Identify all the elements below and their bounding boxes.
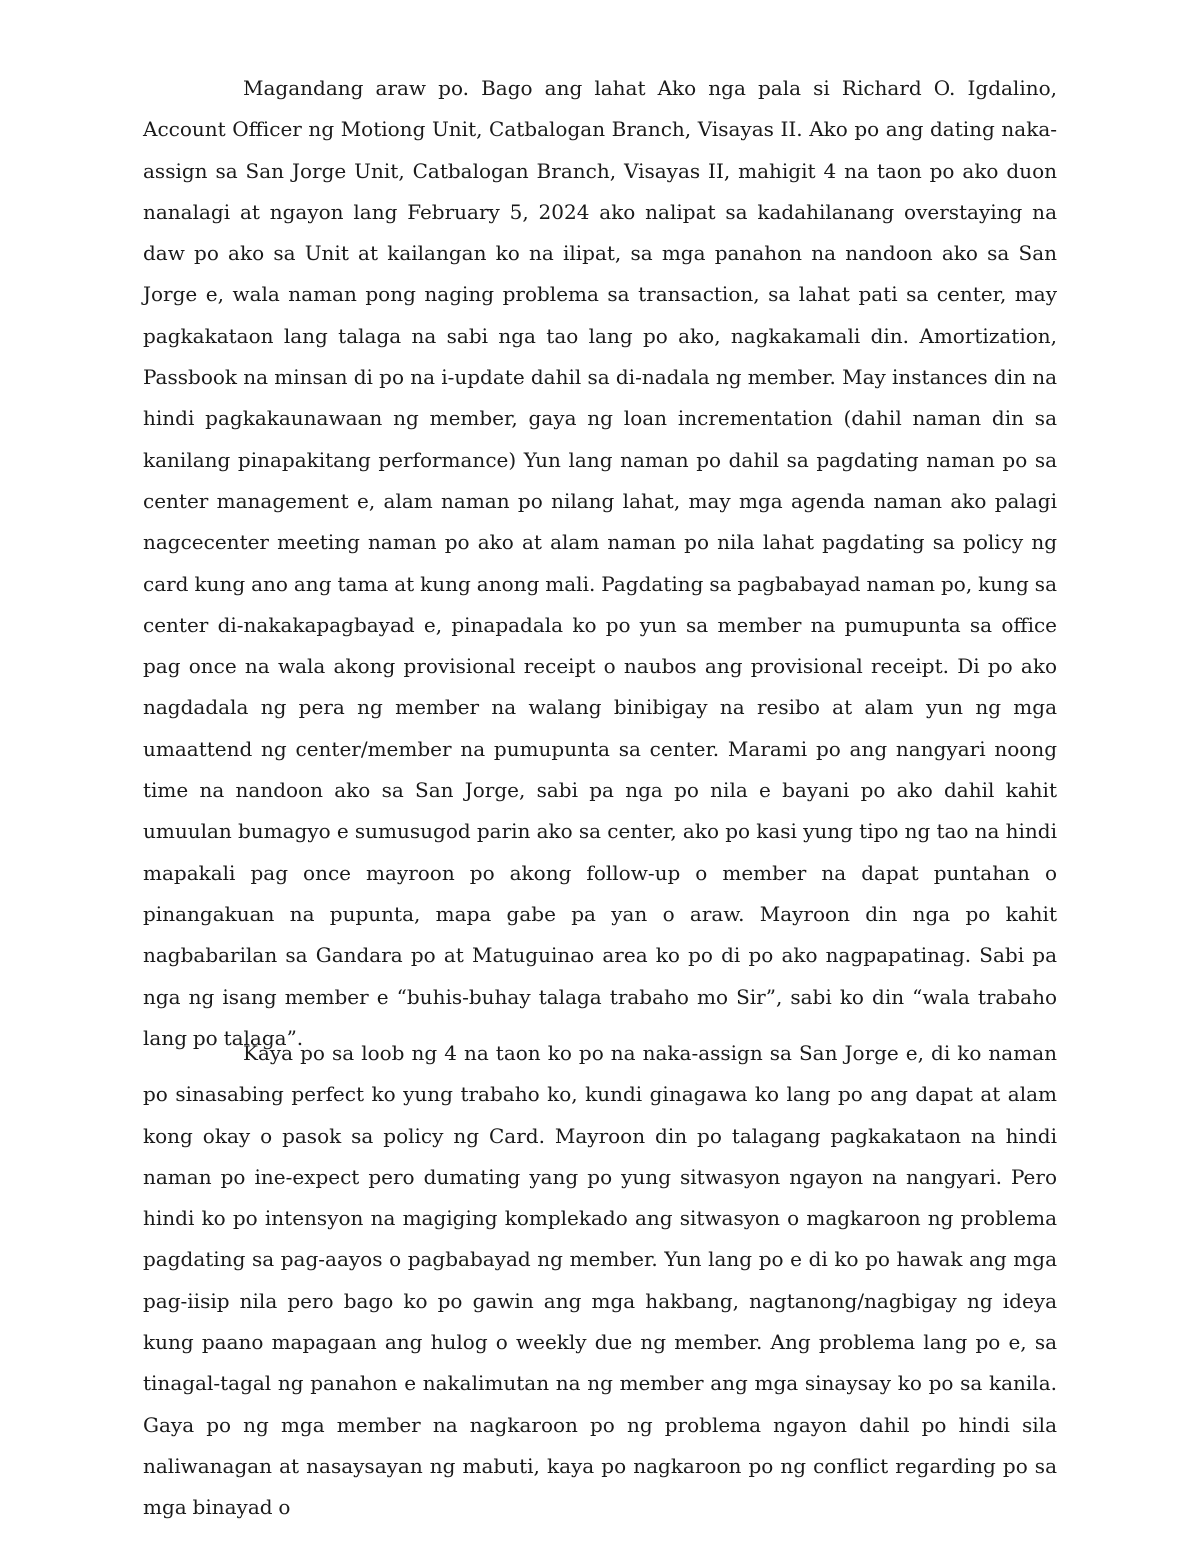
paragraph-2-text: Kaya po sa loob ng 4 na taon ko po na naka-assign sa San Jorge e, di ko naman po sinasabing perfect ko yung trabaho ko, kundi ginagawa ko lang po ang dapat at alam kong okay o pasok sa policy ng Card. Mayroon din po talagang pagkakataon na hindi naman po ine-expect pero dumating yang po yung sitwasyon ngayon na nangyari. Pero hindi ko po intensyon na magiging komplekado ang sitwasyon o magkaroon ng problema pagdating sa pag-aayos o pagbabayad ng member. Yun lang po e di ko po hawak ang mga pag-iisip nila pero bago ko po gawin ang mga hakbang, nagtanong/nagbigay ng ideya kung paano mapagaan ang hulog o weekly due ng member. Ang problema lang po e, sa tinagal-tagal ng panahon e nakalimutan na ng member ang mga sinaysay ko po sa kanila. Gaya po ng mga member na nagkaroon po ng problema ngayon dahil po hindi sila naliwanagan at nasaysayan ng mabuti, kaya po nagkaroon po ng conflict regarding po sa mga binayad o (143, 1041, 1057, 1520)
paragraph-1-text: Magandang araw po. Bago ang lahat Ako nga pala si Richard O. Igdalino, Account Officer ng Motiong Unit, Catbalogan Branch, Visayas II. Ako po ang dating naka-assign sa San Jorge Unit, Catbalogan Branch, Visayas II, mahigit 4 na taon po ako duon nanalagi at ngayon lang February 5, 2024 ako nalipat sa kadahilanang overstaying na daw po ako sa Unit at kailangan ko na ilipat, sa mga panahon na nandoon ako sa San Jorge e, wala naman pong naging problema sa transaction, sa lahat pati sa center, may pagkakataon lang talaga na sabi nga tao lang po ako, nagkakamali din. Amortization, Passbook na minsan di po na i-update dahil sa di-nadala ng member. May instances din na hindi pagkakaunawaan ng member, gaya ng loan incrementation (dahil naman din sa kanilang pinapakitang performance) Yun lang naman po dahil sa pagdating naman po sa center management e, alam naman po nilang lahat, may mga agenda naman ako palagi nagcecenter meeting naman po ako at alam naman po nila lahat pagdating sa policy ng card kung ano ang tama at kung anong mali. Pagdating sa pagbabayad naman po, kung sa center di-nakakapagbayad e, pinapadala ko po yun sa member na pumupunta sa office pag once na wala akong provisional receipt o naubos ang provisional receipt. Di po ako nagdadala ng pera ng member na walang binibigay na resibo at alam yun ng mga umaattend ng center/member na pumupunta sa center. Marami po ang nangyari noong time na nandoon ako sa San Jorge, sabi pa nga po nila e bayani po ako dahil kahit umuulan bumagyo e sumusugod parin ako sa center, ako po kasi yung tipo ng tao na hindi mapakali pag once mayroon po akong follow-up o member na dapat puntahan o pinangakuan na pupunta, mapa gabe pa yan o araw. Mayroon din nga po kahit nagbabarilan sa Gandara po at Matuguinao area ko po di po ako nagpapatinag. Sabi pa nga ng isang member e “buhis-buhay talaga trabaho mo Sir”, sabi ko din “wala trabaho lang po talaga”. (143, 76, 1057, 1050)
paragraph-2 (143, 1033, 1057, 1529)
paragraph-1 (143, 68, 1057, 1059)
